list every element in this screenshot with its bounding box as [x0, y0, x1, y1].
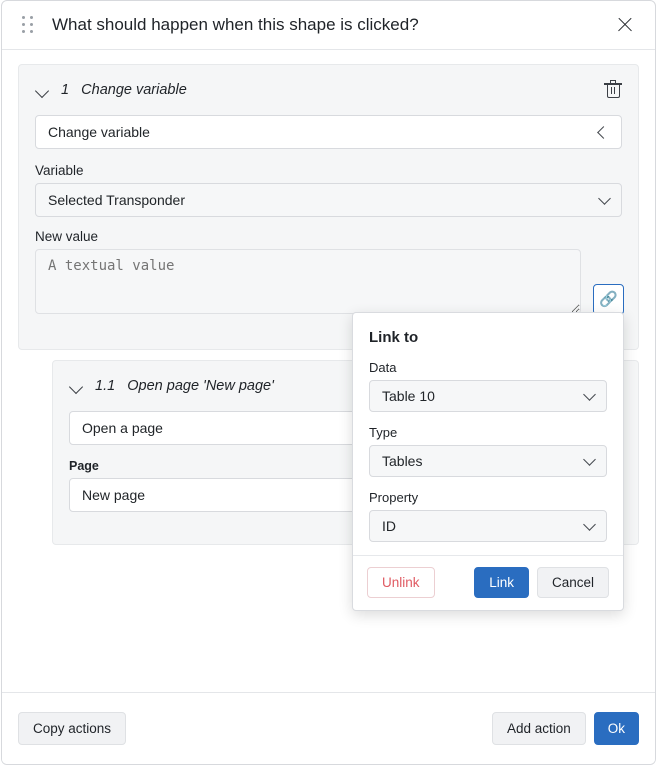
page-label: Page: [69, 459, 99, 473]
type-select[interactable]: [369, 445, 607, 477]
copy-actions-button[interactable]: Copy actions: [18, 712, 126, 745]
variable-select[interactable]: [35, 183, 622, 217]
action-name: Open page 'New page': [127, 378, 274, 394]
cancel-button[interactable]: Cancel: [537, 567, 609, 598]
data-label: Data: [369, 360, 397, 375]
link-to-popover: [352, 312, 624, 611]
popover-field-property: [369, 490, 607, 542]
footer-right-group: [492, 712, 639, 745]
property-select[interactable]: [369, 510, 607, 542]
link-icon[interactable]: 🔗: [593, 284, 624, 315]
action-title: [61, 82, 604, 98]
variable-value: Selected Transponder: [48, 192, 185, 208]
trash-icon[interactable]: [604, 80, 622, 100]
variable-label: Variable: [35, 163, 84, 178]
action-header: [35, 79, 622, 101]
popover-title: Link to: [369, 329, 419, 346]
close-icon[interactable]: [611, 11, 639, 39]
new-value-input[interactable]: [35, 249, 581, 314]
action-index: 1: [61, 82, 70, 98]
link-button[interactable]: Link: [474, 567, 529, 598]
chevron-down-icon: [583, 388, 596, 401]
chevron-down-icon: [598, 192, 611, 205]
chevron-down-icon: [583, 453, 596, 466]
dialog-header: [2, 1, 655, 50]
new-value-label: New value: [35, 229, 99, 244]
chevron-down-icon[interactable]: [69, 378, 85, 394]
popover-field-data: [369, 360, 607, 412]
action-type-value: Open a page: [82, 420, 163, 436]
action-editor-dialog: [1, 0, 656, 765]
new-value-field: [35, 229, 622, 319]
unlink-button[interactable]: Unlink: [367, 567, 435, 598]
popover-field-type: [369, 425, 607, 477]
action-card-change-variable: [18, 64, 639, 350]
popover-footer: [353, 555, 623, 610]
action-index: 1.1: [95, 378, 116, 394]
property-label: Property: [369, 490, 419, 505]
add-action-button[interactable]: Add action: [492, 712, 586, 745]
dialog-footer: [2, 692, 655, 764]
action-type-value: Change variable: [48, 124, 150, 140]
type-value: Tables: [382, 453, 423, 469]
data-value: Table 10: [382, 388, 435, 404]
action-type-picker[interactable]: [35, 115, 622, 149]
type-label: Type: [369, 425, 398, 440]
page-title: What should happen when this shape is clicked?: [52, 15, 419, 34]
page-value: New page: [82, 487, 146, 503]
chevron-down-icon[interactable]: [35, 82, 51, 98]
data-select[interactable]: [369, 380, 607, 412]
chevron-left-icon: [597, 126, 610, 139]
action-name: Change variable: [81, 82, 187, 98]
property-value: ID: [382, 518, 396, 534]
drag-handle-icon[interactable]: [22, 16, 36, 34]
chevron-down-icon: [583, 518, 596, 531]
variable-field: [35, 163, 622, 217]
ok-button[interactable]: Ok: [594, 712, 639, 745]
